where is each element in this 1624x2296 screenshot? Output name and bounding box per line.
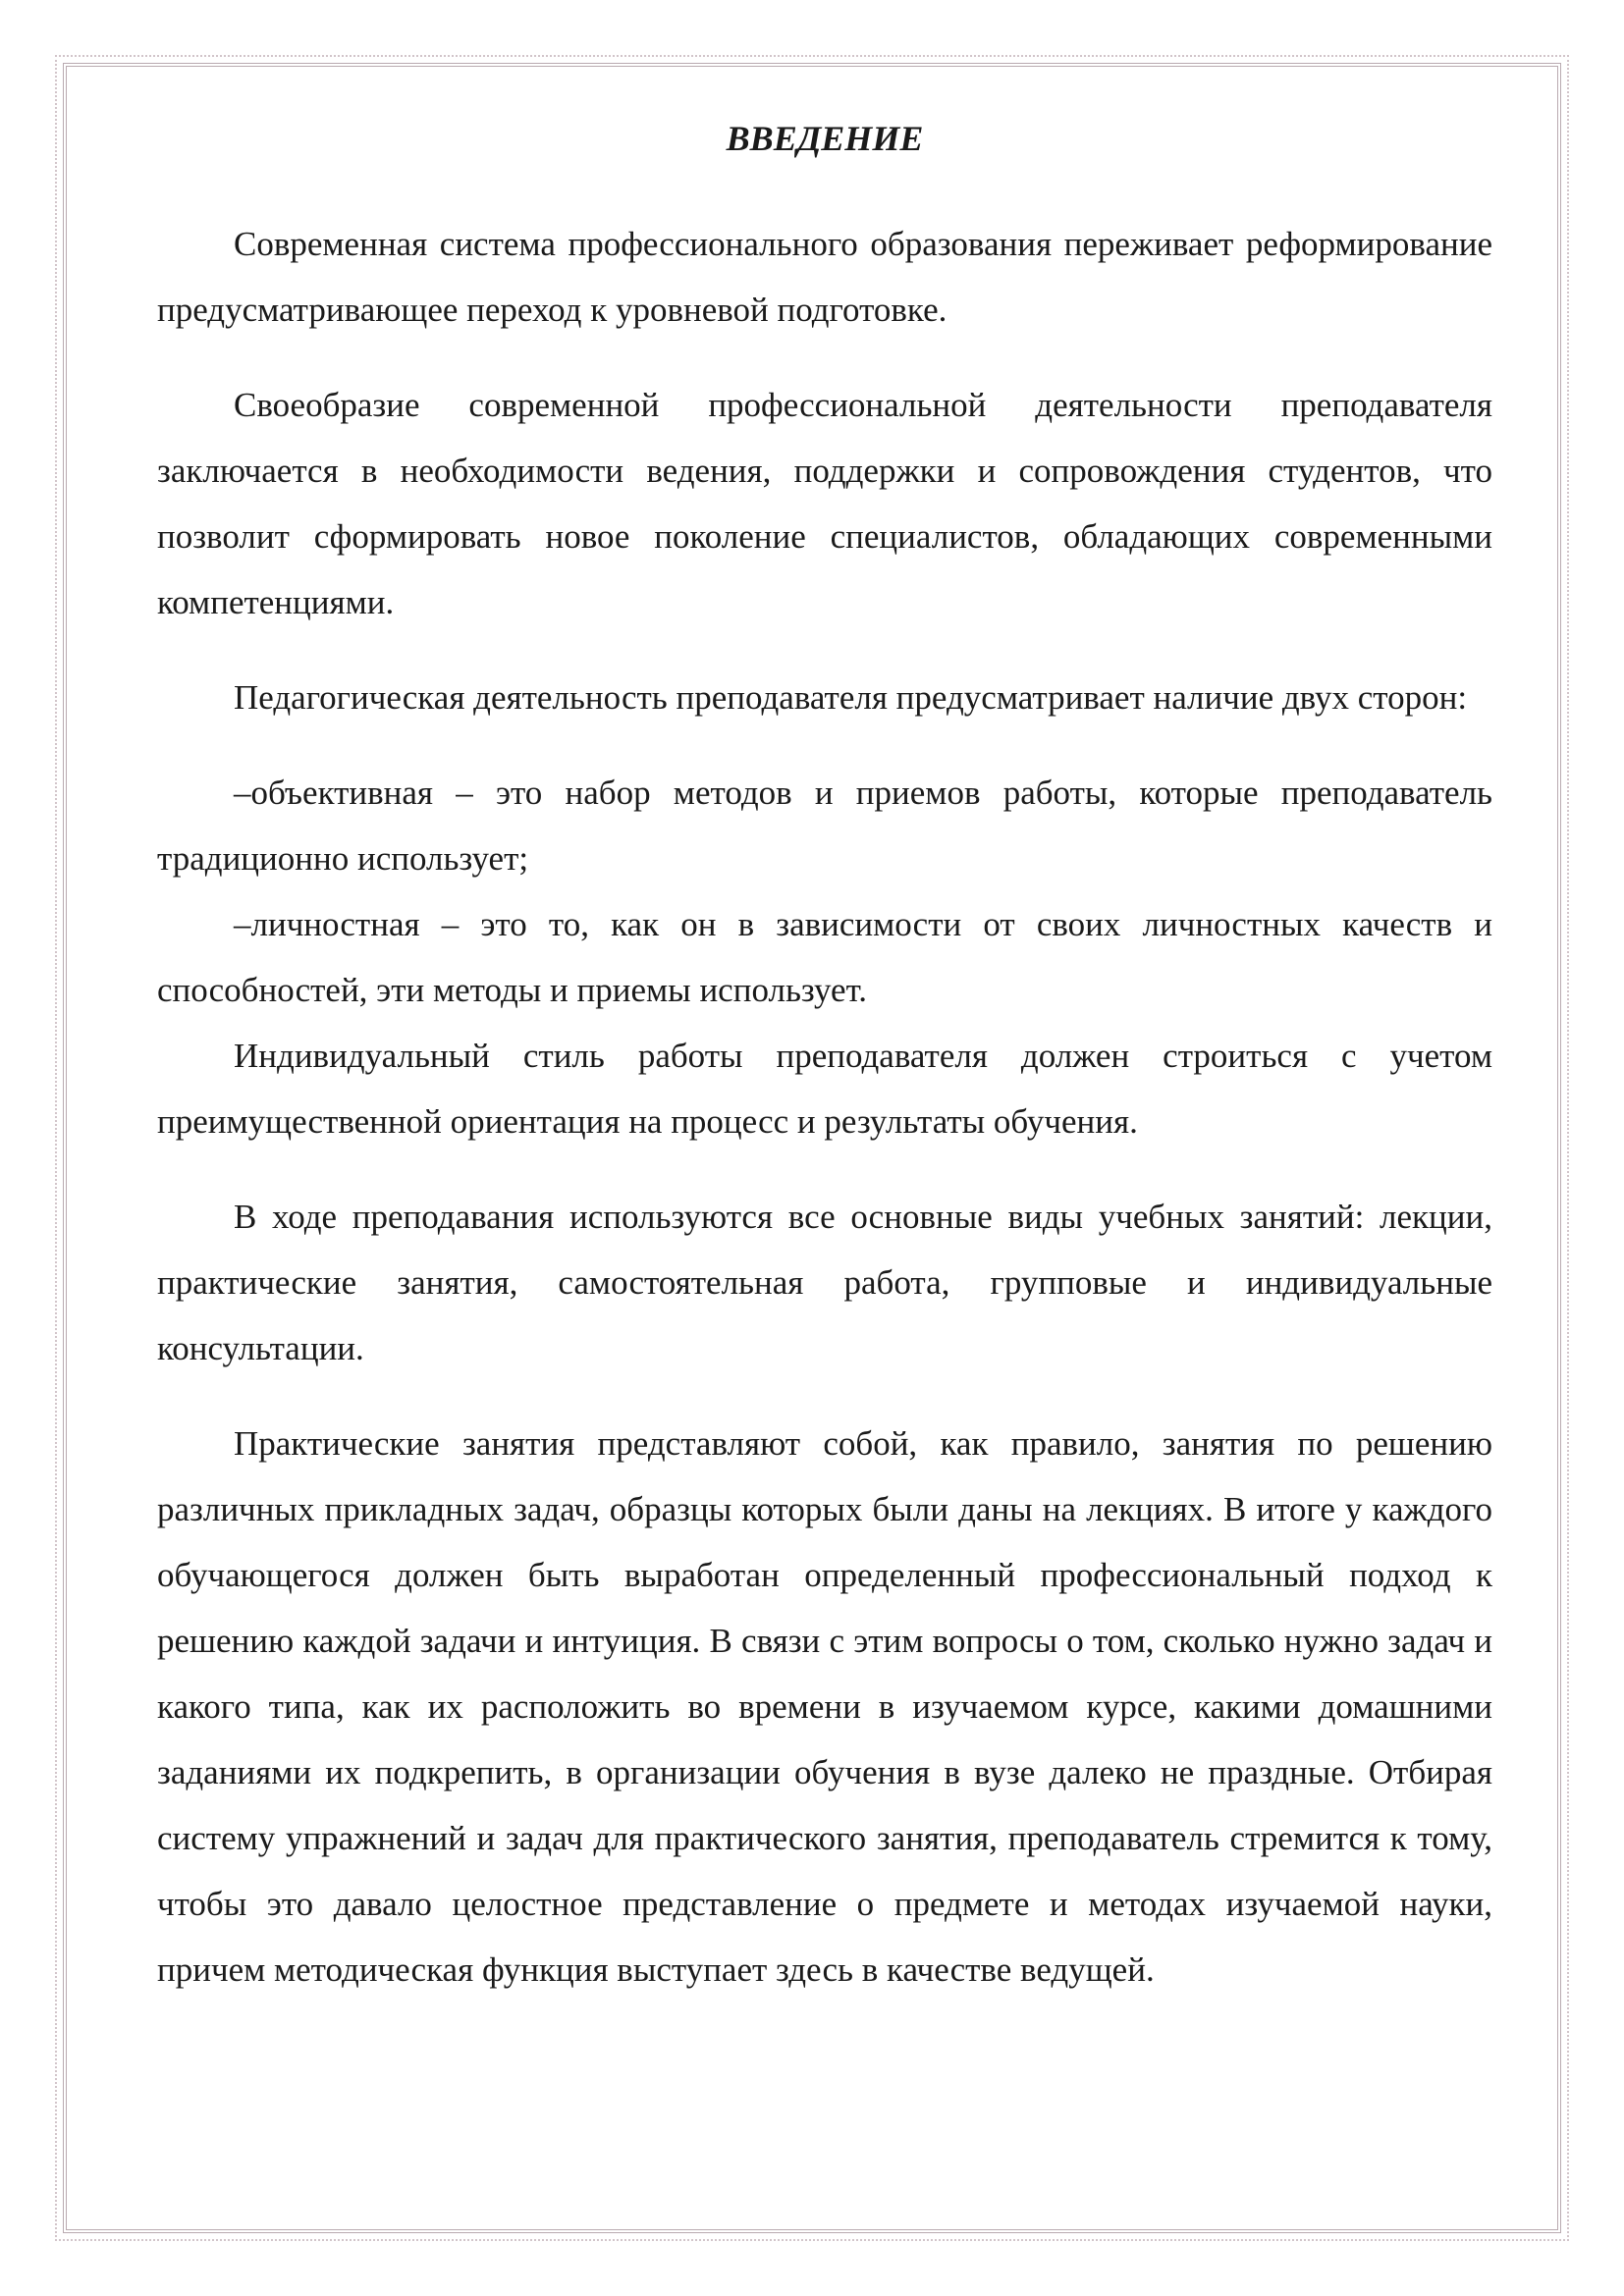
paragraph-2: Своеобразие современной профессиональной деятельности преподавателя заключается в необходимости ведения, поддержки и сопровождения студентов, что позволит сформировать новое поколение специалистов, обладающих современными компетенциями. — [157, 386, 1492, 621]
document-title: ВВЕДЕНИЕ — [726, 119, 924, 158]
paragraph-1: Современная система профессионального образования переживает реформирование предусматривающее переход к уровневой подготовке. — [157, 225, 1492, 329]
paragraph-practical-classes: Практические занятия представляют собой, как правило, занятия по решению различных прикладных задач, образцы которых были даны на лекциях. В итоге у каждого обучающегося должен быть выработан определенный профессиональный подход к решению каждой задачи и интуиция. В связи с этим вопросы о том, сколько нужно задач и какого типа, как их расположить во времени в изучаемом курсе, какими домашними заданиями их подкрепить, в организации обучения в вузе далеко не праздные. Отбирая систему упражнений и задач для практического занятия, преподаватель стремится к тому, чтобы это давало целостное представление о предмете и методах изучаемой науки, причем методическая функция выступает здесь в качестве ведущей. — [157, 1424, 1492, 1989]
paragraph-3: Педагогическая деятельность преподавателя предусматривает наличие двух сторон: — [234, 678, 1468, 717]
paragraph-individual-style: Индивидуальный стиль работы преподавателя должен строиться с учетом преимущественной ориентация на процесс и результаты обучения. — [157, 1037, 1492, 1141]
paragraph-teaching-types: В ходе преподавания используются все основные виды учебных занятий: лекции, практические занятия, самостоятельная работа, групповые и индивидуальные консультации. — [157, 1198, 1492, 1367]
document-body — [157, 106, 1492, 2002]
list-item-objective: –объективная – это набор методов и приемов работы, которые преподаватель традиционно использует; — [157, 774, 1492, 878]
list-item-personal: –личностная – это то, как он в зависимости от своих личностных качеств и способностей, эти методы и приемы использует. — [157, 905, 1492, 1009]
